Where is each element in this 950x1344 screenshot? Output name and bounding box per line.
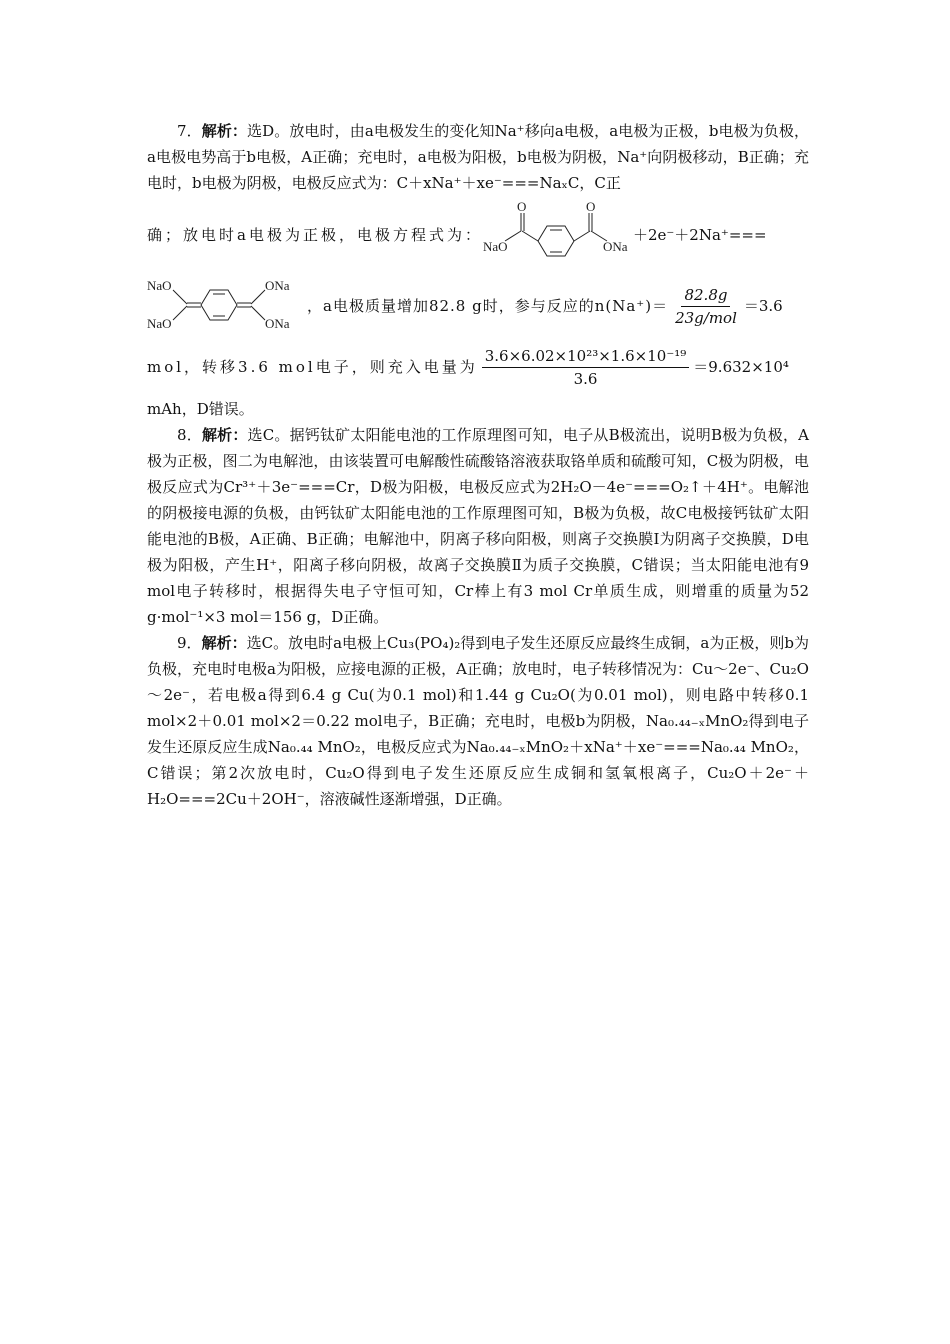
oxygen-label-right: O: [585, 199, 596, 214]
answer-7-charge-line: [147, 338, 809, 396]
answer-9-para: [147, 630, 809, 812]
fraction-moles-denominator: 23g/mol: [675, 308, 737, 327]
answer-7-mass-line: [147, 274, 809, 338]
answer-9-number: 9．: [177, 634, 202, 652]
answer-7-line4-end: ＝9.632×10⁴: [693, 358, 789, 376]
answer-7-line3-text: ，a电极质量增加82.8 g时，参与反应的n(Na⁺)＝: [307, 297, 669, 315]
answer-7-para1: [147, 118, 809, 196]
nao-label-top: NaO: [147, 278, 172, 293]
answer-8-number: 8．: [177, 426, 202, 444]
answer-8-para: [147, 422, 809, 630]
answer-9-label: 解析：: [201, 634, 247, 652]
quinoid-structure: [147, 276, 307, 336]
ona-label-bottom: ONa: [265, 316, 290, 331]
ona-label: ONa: [602, 239, 628, 254]
fraction-charge-denominator: 3.6: [573, 369, 598, 388]
answer-8-text: 选C。据钙钛矿太阳能电池的工作原理图可知，电子从B极流出，说明B极为负极，A极为正极，图二为电解池，由该装置可电解酸性硫酸铬溶液获取铬单质和硫酸可知，C极为阴极，电极反应式为Cr³⁺＋3e⁻===Cr，D极为阳极，电极反应式为2H₂O－4e⁻===O₂↑＋4H⁺。电解池的阴极接电源的负极，由钙钛矿太阳能电池的工作原理图可知，B极为负极，故C电极接钙钛矿太阳能电池的B极，A正确、B正确；电解池中，阴离子移向阳极，则离子交换膜Ⅰ为阴离子交换膜，D电极为阳极，产生H⁺，阳离子移向阴极，故离子交换膜Ⅱ为质子交换膜，C错误；当太阳能电池有9 mol电子转移时，根据得失电子守恒可知，Cr棒上有3 mol Cr单质生成，则增重的质量为52 g·mol⁻¹×3 mol＝156 g，D正确。: [147, 426, 809, 626]
answer-7-label: 解析：: [201, 122, 248, 140]
answer-8: [147, 422, 809, 630]
ona-label-top: ONa: [265, 278, 290, 293]
fraction-moles-numerator: 82.8g: [681, 284, 730, 307]
answer-9-text: 选C。放电时a电极上Cu₃(PO₄)₂得到电子发生还原反应最终生成铜，a为正极，则b为负极，充电时电极a为阳极，应接电源的正极，A正确；放电时，电子转移情况为：Cu～2e⁻、Cu₂O～2e⁻，若电极a得到6.4 g Cu(为0.1 mol)和1.44 g Cu₂O(为0.01 mol)，则电路中转移0.1 mol×2＋0.01 mol×2＝0.22 mol电子，B正确；充电时，电极b为阴极，Na₀.₄₄₋ₓMnO₂得到电子发生还原反应生成Na₀.₄₄ MnO₂，电极反应式为Na₀.₄₄₋ₓMnO₂＋xNa⁺＋xe⁻===Na₀.₄₄ MnO₂，C错误；第2次放电时，Cu₂O得到电子发生还原反应生成铜和氢氧根离子，Cu₂O＋2e⁻＋H₂O===2Cu＋2OH⁻，溶液碱性逐渐增强，D正确。: [147, 634, 809, 808]
answer-7: [147, 118, 809, 422]
answer-8-label: 解析：: [201, 426, 248, 444]
nao-label: NaO: [482, 239, 508, 254]
fraction-charge-numerator: 3.6×6.02×10²³×1.6×10⁻¹⁹: [482, 345, 690, 368]
fraction-charge: [482, 345, 690, 390]
answer-7-line3-end: ＝3.6: [743, 297, 783, 315]
answer-7-line2-right: ＋2e⁻＋2Na⁺===: [632, 226, 767, 244]
answer-7-number: 7．: [177, 122, 202, 140]
terephthalate-structure: [483, 199, 633, 271]
answer-7-line4-left: mol，转移3.6 mol电子，则充入电量为: [147, 358, 478, 376]
answer-7-equation-line: [147, 196, 809, 274]
answer-7-line2-left: 确；放电时a电极为正极，电极方程式为：: [147, 226, 483, 244]
document-body: [147, 118, 809, 812]
answer-9: [147, 630, 809, 812]
nao-label-bottom: NaO: [147, 316, 172, 331]
oxygen-label-left: O: [516, 199, 527, 214]
answer-7-line5: mAh，D错误。: [147, 400, 254, 418]
answer-7-line1: 选D。放电时，由a电极发生的变化知Na⁺移向a电极，a电极为正极，b电极为负极，a电极电势高于b电极，A正确；充电时，a电极为阳极，b电极为阴极，Na⁺向阴极移动，B正确；充电时，b电极为阴极，电极反应式为：C＋xNa⁺＋xe⁻===NaₓC，C正: [147, 122, 809, 192]
fraction-moles: [672, 284, 740, 329]
